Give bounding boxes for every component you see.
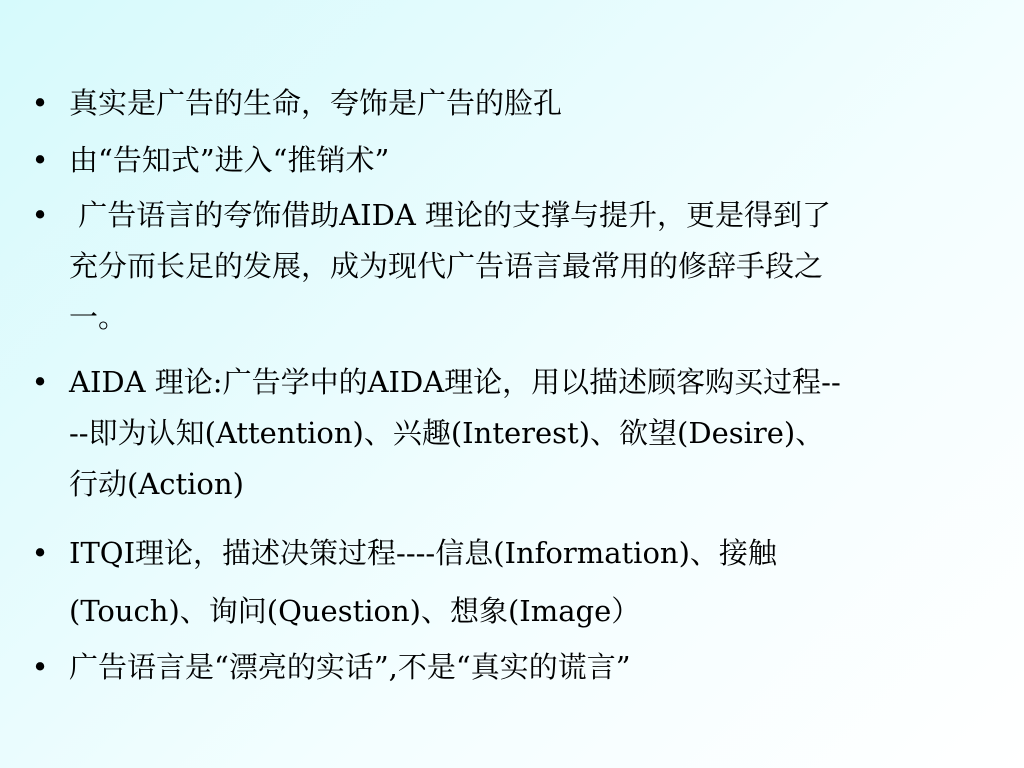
bullet-text-line: 充分而长足的发展，成为现代广告语言最常用的修辞手段之 [69, 249, 824, 283]
bullet-icon: • [31, 650, 49, 684]
bullet-text-line: 行动(Action) [69, 467, 244, 501]
bullet-item-itqi-theory [30, 524, 1010, 640]
bullet-icon: • [31, 86, 49, 120]
bullet-icon: • [31, 143, 49, 177]
bullet-icon: • [31, 365, 49, 399]
bullet-text-line: --即为认知(Attention)、兴趣(Interest)、欲望(Desire)、 [69, 416, 825, 450]
bullet-icon: • [31, 198, 49, 232]
bullet-text: 由“告知式”进入“推销术” [69, 143, 390, 177]
bullet-icon: • [31, 536, 49, 570]
bullet-text: 广告语言是“漂亮的实话”,不是“真实的谎言” [69, 650, 631, 684]
bullet-text-line: AIDA 理论:广告学中的AIDA理论，用以描述顾客购买过程-- [69, 365, 841, 399]
bullet-item-promotion [30, 135, 1010, 186]
bullet-item-exaggeration [30, 190, 1010, 343]
bullet-text: 真实是广告的生命，夸饰是广告的脸孔 [69, 86, 563, 120]
bullet-text-line: (Touch)、询问(Question)、想象(Image） [69, 594, 641, 628]
bullet-text-line: 广告语言的夸饰借助AIDA 理论的支撑与提升，更是得到了 [69, 198, 832, 232]
bullet-text-line: 一。 [69, 300, 128, 334]
bullet-text-line: ITQI理论，描述决策过程----信息(Information)、接触 [69, 536, 777, 570]
bullet-list [30, 78, 1010, 693]
bullet-item-aida-theory [30, 357, 1010, 510]
bullet-item-truth [30, 78, 1010, 129]
bullet-item-beautiful-truth [30, 642, 1010, 693]
